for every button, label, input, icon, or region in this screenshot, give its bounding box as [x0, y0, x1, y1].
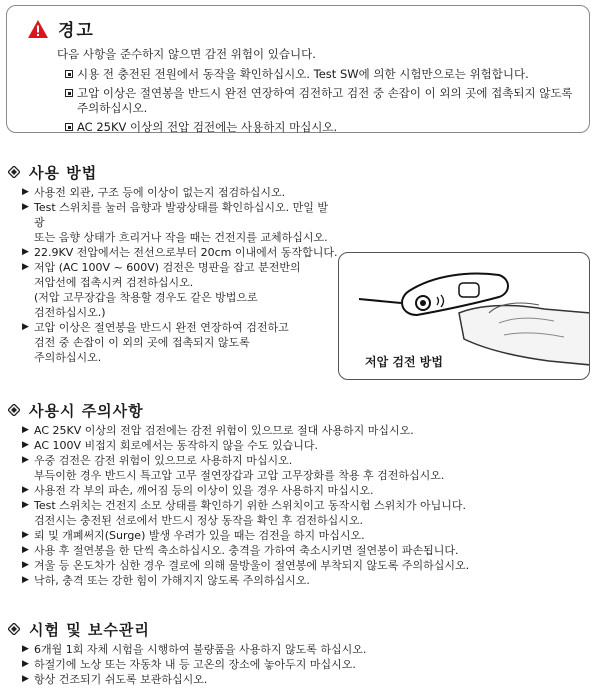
- triangle-bullet-icon: ▶: [22, 644, 29, 654]
- triangle-bullet-icon: ▶: [22, 440, 29, 450]
- list-item: ▶ 하절기에 노상 또는 자동차 내 등 고온의 장소에 놓아두지 마십시오.: [22, 658, 356, 671]
- warning-icon: [27, 19, 49, 39]
- usage-list: [22, 185, 338, 365]
- list-item: ▶ Test 스위치는 건전지 소모 상태를 확인하기 위한 스위치이고 동작시험 스위치가 아닙니다. 검전시는 충전된 선로에서 반드시 정상 동작을 확인 후 검전하십시오.: [22, 499, 467, 527]
- photo-caption: 저압 검전 방법: [365, 355, 443, 369]
- triangle-bullet-icon: ▶: [22, 500, 29, 510]
- list-item: ▶ 사용전 각 부의 파손, 깨어짐 등의 이상이 있을 경우 사용하지 마십시오.: [22, 484, 374, 497]
- warning-item: [65, 86, 579, 116]
- list-item: ▶ 우중 검전은 감전 위험이 있으므로 사용하지 마십시오. 부득이한 경우 반드시 특고압 고무 절연장갑과 고압 고무장화를 착용 후 검전하십시오.: [22, 454, 445, 482]
- triangle-bullet-icon: ▶: [22, 530, 29, 540]
- list-item: ▶ 항상 건조되기 쉬도록 보관하십시오.: [22, 673, 208, 686]
- cautions-section: [8, 400, 593, 588]
- triangle-bullet-icon: ▶: [22, 455, 29, 465]
- list-item: ▶ AC 25KV 이상의 전압 검전에는 감전 위험이 있으므로 절대 사용하지 마십시오.: [22, 424, 414, 437]
- list-item: ▶ 22.9KV 전압에서는 전선으로부터 20cm 이내에서 동작합니다.: [22, 246, 338, 259]
- list-item: ▶ 6개월 1회 자체 시험을 시행하여 불량품을 사용하지 않도록 하십시오.: [22, 643, 367, 656]
- warning-item-text: 시용 전 충전된 전원에서 동작을 확인하십시오. Test SW에 의한 시험만으로는 위험합니다.: [77, 67, 529, 81]
- triangle-bullet-icon: ▶: [22, 674, 29, 684]
- usage-section: [8, 162, 338, 365]
- list-item: ▶ Test 스위치를 눌러 음향과 발광상태를 확인하십시오. 만일 발광 또는 음향 상태가 흐리거나 작을 때는 건전지를 교체하십시오.: [22, 201, 329, 244]
- diamond-bullet-icon: [8, 166, 20, 178]
- low-voltage-test-illustration: [338, 252, 590, 380]
- maintenance-title: 시험 및 보수관리: [29, 620, 150, 639]
- square-bullet-icon: [65, 86, 77, 116]
- triangle-bullet-icon: ▶: [22, 247, 29, 257]
- cautions-title: 사용시 주의사항: [29, 401, 144, 420]
- usage-title: 사용 방법: [29, 163, 98, 182]
- list-item: ▶ 저압 (AC 100V ~ 600V) 검전은 명판을 잡고 분전반의 저압선에 접촉시켜 검전하십시오. (저압 고무장갑을 착용할 경우도 같은 방법으로 검전하십시오.): [22, 261, 301, 319]
- warning-title: 경고: [58, 21, 95, 41]
- triangle-bullet-icon: ▶: [22, 202, 29, 212]
- warning-header: [27, 16, 95, 41]
- warning-box: [6, 5, 590, 133]
- maintenance-section: [8, 619, 593, 687]
- warning-item-text: 고압 이상은 절연봉을 반드시 완전 연장하여 검전하고 검전 중 손잡이 이 외의 곳에 접촉되지 않도록 주의하십시오.: [77, 86, 573, 115]
- square-bullet-icon: [65, 120, 77, 135]
- triangle-bullet-icon: ▶: [22, 560, 29, 570]
- list-item: ▶ 사용 후 절연봉을 한 단씩 축소하십시오. 충격을 가하여 축소시키면 절연봉이 파손됩니다.: [22, 544, 459, 557]
- warning-lead: 다음 사항을 준수하지 않으면 감전 위험이 있습니다.: [57, 47, 316, 61]
- maintenance-list: [22, 642, 593, 687]
- warning-item: [65, 120, 579, 135]
- list-item: ▶ 겨울 등 온도차가 심한 경우 결로에 의해 물방울이 절연봉에 부착되지 않도록 주의하십시오.: [22, 559, 470, 572]
- triangle-bullet-icon: ▶: [22, 485, 29, 495]
- list-item: ▶ 낙하, 충격 또는 강한 힘이 가해지지 않도록 주의하십시오.: [22, 574, 310, 587]
- warning-list: [65, 67, 579, 139]
- triangle-bullet-icon: ▶: [22, 575, 29, 585]
- list-item: ▶ AC 100V 비접지 회로에서는 동작하지 않을 수도 있습니다.: [22, 439, 319, 452]
- triangle-bullet-icon: ▶: [22, 545, 29, 555]
- diamond-bullet-icon: [8, 404, 20, 416]
- diamond-bullet-icon: [8, 623, 20, 635]
- list-item: ▶ 고압 이상은 절연봉을 반드시 완전 연장하여 검전하고 검전 중 손잡이 이 외의 곳에 접촉되지 않도록 주의하십시오.: [22, 321, 289, 364]
- list-item: ▶ 사용전 외관, 구조 등에 이상이 없는지 점검하십시오.: [22, 186, 286, 199]
- triangle-bullet-icon: ▶: [22, 425, 29, 435]
- triangle-bullet-icon: ▶: [22, 322, 29, 332]
- square-bullet-icon: [65, 67, 77, 82]
- warning-item: [65, 67, 579, 82]
- triangle-bullet-icon: ▶: [22, 187, 29, 197]
- cautions-list: [22, 423, 593, 588]
- triangle-bullet-icon: ▶: [22, 262, 29, 272]
- warning-item-text: AC 25KV 이상의 전압 검전에는 사용하지 마십시오.: [77, 120, 338, 134]
- list-item: ▶ 뢰 및 개폐써지(Surge) 발생 우려가 있을 때는 검전을 하지 마십시오.: [22, 529, 365, 542]
- triangle-bullet-icon: ▶: [22, 659, 29, 669]
